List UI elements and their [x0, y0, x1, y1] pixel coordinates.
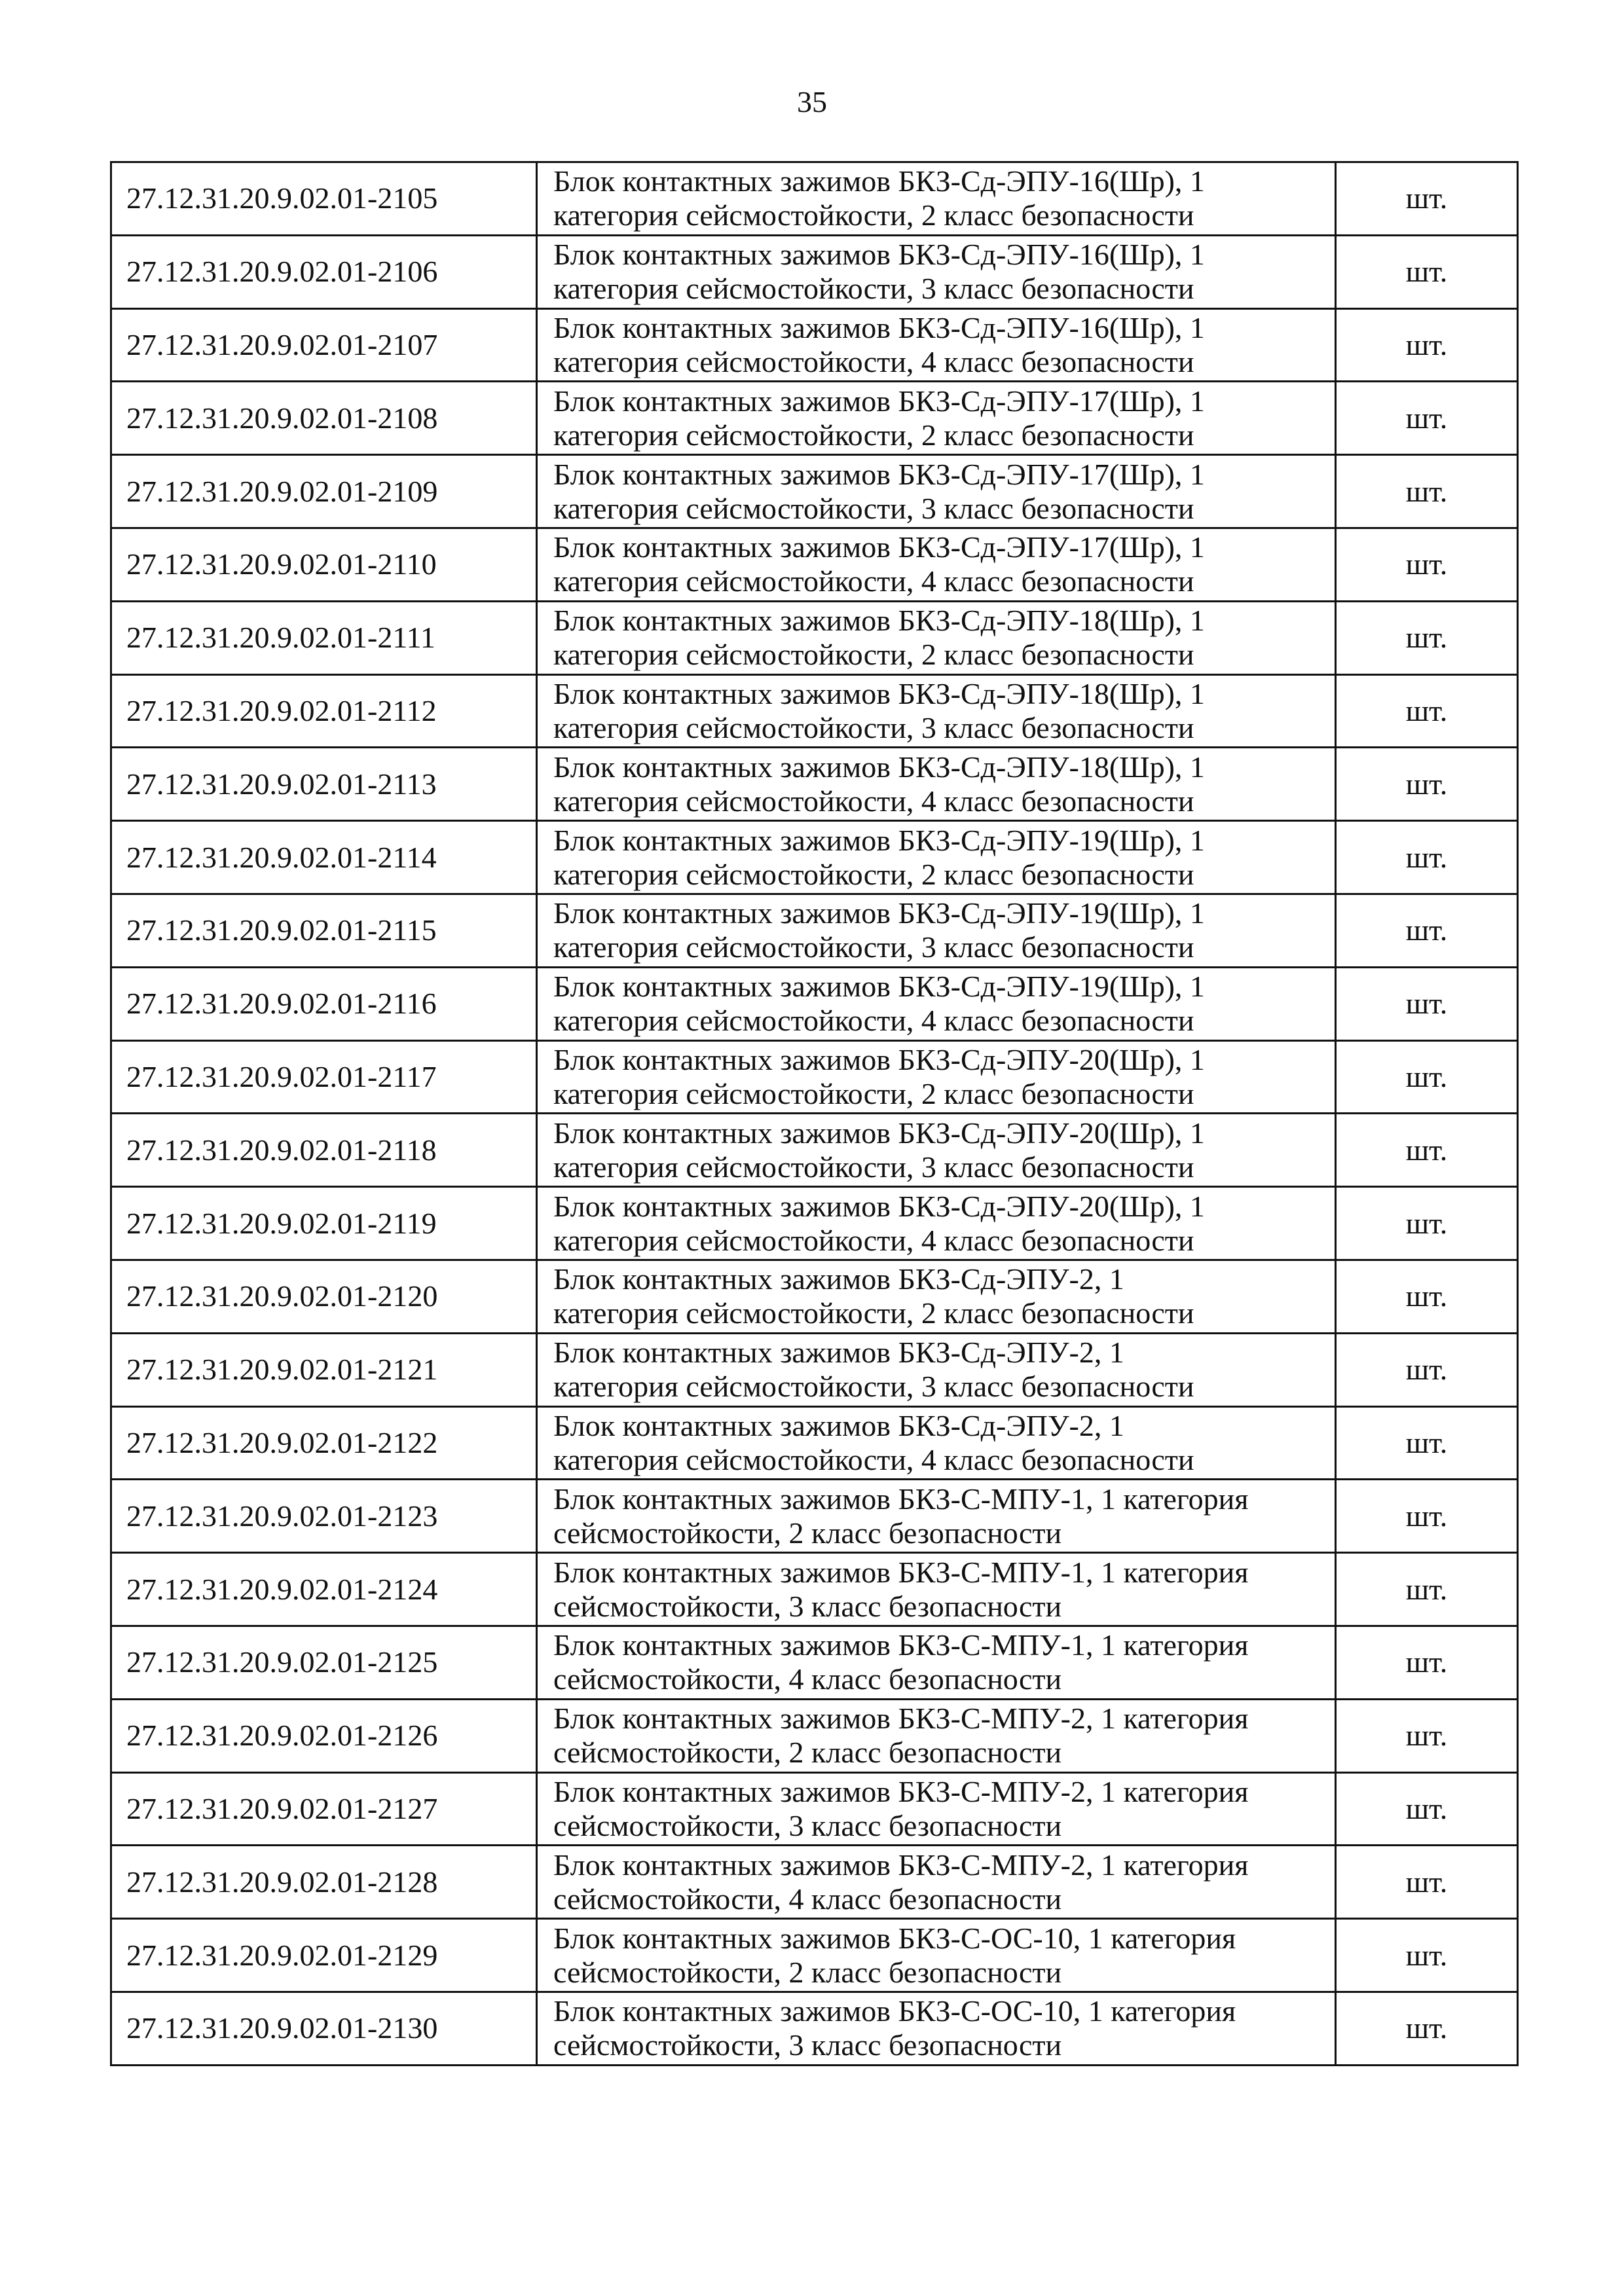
row-name-cell — [537, 1480, 1336, 1553]
row-name-line-1: Блок контактных зажимов БКЗ-Сд-ЭПУ-20(Шр), 1 — [553, 1189, 1205, 1223]
row-code-cell: 27.12.31.20.9.02.01-2105 — [111, 162, 537, 236]
row-unit-cell: шт. — [1336, 1040, 1518, 1114]
row-unit-cell: шт. — [1336, 1480, 1518, 1553]
row-name-cell — [537, 1772, 1336, 1846]
row-name-cell — [537, 1187, 1336, 1260]
row-unit-cell: шт. — [1336, 1260, 1518, 1333]
row-name-line-1: Блок контактных зажимов БКЗ-Сд-ЭПУ-19(Шр), 1 — [553, 896, 1205, 930]
row-code-cell: 27.12.31.20.9.02.01-2124 — [111, 1553, 537, 1626]
classifier-table — [110, 161, 1519, 2066]
row-code-cell: 27.12.31.20.9.02.01-2117 — [111, 1040, 537, 1114]
table-row — [111, 1699, 1518, 1772]
row-name-line-2: категория сейсмостойкости, 4 класс безопасности — [553, 564, 1194, 598]
table-row — [111, 235, 1518, 308]
table-row — [111, 1626, 1518, 1699]
row-unit-cell: шт. — [1336, 821, 1518, 894]
row-code-cell: 27.12.31.20.9.02.01-2130 — [111, 1992, 537, 2065]
table-row — [111, 1260, 1518, 1333]
row-name-line-2: категория сейсмостойкости, 4 класс безопасности — [553, 1004, 1194, 1038]
table-row — [111, 601, 1518, 674]
row-name-line-1: Блок контактных зажимов БКЗ-Сд-ЭПУ-2, 1 — [553, 1262, 1124, 1296]
table-row — [111, 1187, 1518, 1260]
row-name-line-2: категория сейсмостойкости, 3 класс безопасности — [553, 1370, 1194, 1404]
row-name-line-1: Блок контактных зажимов БКЗ-С-МПУ-1, 1 категория — [553, 1628, 1249, 1662]
row-name-cell — [537, 967, 1336, 1040]
row-name-line-2: сейсмостойкости, 2 класс безопасности — [553, 1955, 1062, 1989]
row-name-cell — [537, 235, 1336, 308]
row-name-cell — [537, 455, 1336, 528]
row-name-cell — [537, 528, 1336, 601]
table-row — [111, 1040, 1518, 1114]
row-name-cell — [537, 1626, 1336, 1699]
table-row — [111, 528, 1518, 601]
row-code-cell: 27.12.31.20.9.02.01-2128 — [111, 1846, 537, 1919]
row-name-line-2: категория сейсмостойкости, 4 класс безопасности — [553, 1223, 1194, 1257]
row-name-line-2: сейсмостойкости, 3 класс безопасности — [553, 1589, 1062, 1623]
row-unit-cell: шт. — [1336, 1846, 1518, 1919]
table-row — [111, 1772, 1518, 1846]
row-name-cell — [537, 674, 1336, 748]
row-name-line-2: категория сейсмостойкости, 4 класс безопасности — [553, 344, 1194, 378]
row-code-cell: 27.12.31.20.9.02.01-2120 — [111, 1260, 537, 1333]
row-unit-cell: шт. — [1336, 162, 1518, 236]
row-code-cell: 27.12.31.20.9.02.01-2108 — [111, 382, 537, 455]
row-name-cell — [537, 1699, 1336, 1772]
row-name-line-2: категория сейсмостойкости, 3 класс безопасности — [553, 710, 1194, 744]
row-code-cell: 27.12.31.20.9.02.01-2116 — [111, 967, 537, 1040]
row-unit-cell: шт. — [1336, 894, 1518, 967]
row-name-cell — [537, 1846, 1336, 1919]
table-row — [111, 455, 1518, 528]
row-name-cell — [537, 1553, 1336, 1626]
row-code-cell: 27.12.31.20.9.02.01-2110 — [111, 528, 537, 601]
row-unit-cell: шт. — [1336, 1333, 1518, 1406]
row-code-cell: 27.12.31.20.9.02.01-2125 — [111, 1626, 537, 1699]
row-code-cell: 27.12.31.20.9.02.01-2107 — [111, 308, 537, 382]
row-code-cell: 27.12.31.20.9.02.01-2111 — [111, 601, 537, 674]
row-name-line-1: Блок контактных зажимов БКЗ-Сд-ЭПУ-2, 1 — [553, 1408, 1124, 1442]
row-name-line-2: сейсмостойкости, 3 класс безопасности — [553, 2028, 1062, 2062]
row-name-line-2: категория сейсмостойкости, 2 класс безопасности — [553, 638, 1194, 672]
table-row — [111, 1992, 1518, 2065]
row-code-cell: 27.12.31.20.9.02.01-2114 — [111, 821, 537, 894]
row-unit-cell: шт. — [1336, 748, 1518, 821]
table-body — [111, 162, 1518, 2066]
row-name-line-2: сейсмостойкости, 2 класс безопасности — [553, 1736, 1062, 1770]
table-row — [111, 382, 1518, 455]
row-unit-cell: шт. — [1336, 1553, 1518, 1626]
row-name-line-1: Блок контактных зажимов БКЗ-Сд-ЭПУ-17(Шр), 1 — [553, 530, 1205, 564]
table-row — [111, 1919, 1518, 1992]
row-name-line-2: категория сейсмостойкости, 2 класс безопасности — [553, 1296, 1194, 1330]
row-code-cell: 27.12.31.20.9.02.01-2112 — [111, 674, 537, 748]
row-name-cell — [537, 601, 1336, 674]
table-row — [111, 1114, 1518, 1187]
row-code-cell: 27.12.31.20.9.02.01-2129 — [111, 1919, 537, 1992]
row-name-line-2: сейсмостойкости, 4 класс безопасности — [553, 1882, 1062, 1916]
row-unit-cell: шт. — [1336, 1919, 1518, 1992]
row-unit-cell: шт. — [1336, 1992, 1518, 2065]
row-code-cell: 27.12.31.20.9.02.01-2122 — [111, 1406, 537, 1480]
row-unit-cell: шт. — [1336, 382, 1518, 455]
row-unit-cell: шт. — [1336, 967, 1518, 1040]
row-name-cell — [537, 1040, 1336, 1114]
row-name-line-2: сейсмостойкости, 4 класс безопасности — [553, 1662, 1062, 1696]
row-code-cell: 27.12.31.20.9.02.01-2118 — [111, 1114, 537, 1187]
row-name-line-2: категория сейсмостойкости, 3 класс безопасности — [553, 491, 1194, 525]
row-name-line-1: Блок контактных зажимов БКЗ-Сд-ЭПУ-16(Шр), 1 — [553, 238, 1205, 272]
row-unit-cell: шт. — [1336, 1772, 1518, 1846]
row-name-line-1: Блок контактных зажимов БКЗ-Сд-ЭПУ-16(Шр), 1 — [553, 164, 1205, 198]
row-name-line-2: сейсмостойкости, 2 класс безопасности — [553, 1516, 1062, 1550]
table-row — [111, 1553, 1518, 1626]
table-row — [111, 894, 1518, 967]
row-name-line-1: Блок контактных зажимов БКЗ-Сд-ЭПУ-20(Шр), 1 — [553, 1042, 1205, 1076]
row-name-cell — [537, 382, 1336, 455]
row-unit-cell: шт. — [1336, 1114, 1518, 1187]
table-row — [111, 1846, 1518, 1919]
row-name-line-2: сейсмостойкости, 3 класс безопасности — [553, 1808, 1062, 1842]
row-name-line-2: категория сейсмостойкости, 3 класс безопасности — [553, 1150, 1194, 1184]
page-number: 35 — [797, 85, 827, 118]
row-name-line-1: Блок контактных зажимов БКЗ-С-МПУ-1, 1 категория — [553, 1555, 1249, 1589]
row-name-line-1: Блок контактных зажимов БКЗ-Сд-ЭПУ-17(Шр), 1 — [553, 457, 1205, 491]
row-unit-cell: шт. — [1336, 1406, 1518, 1480]
row-name-line-2: категория сейсмостойкости, 3 класс безопасности — [553, 272, 1194, 306]
row-name-line-1: Блок контактных зажимов БКЗ-Сд-ЭПУ-2, 1 — [553, 1336, 1124, 1370]
row-name-line-1: Блок контактных зажимов БКЗ-Сд-ЭПУ-18(Шр), 1 — [553, 750, 1205, 784]
row-name-line-1: Блок контактных зажимов БКЗ-С-ОС-10, 1 категория — [553, 1994, 1236, 2028]
row-name-cell — [537, 1919, 1336, 1992]
row-name-line-1: Блок контактных зажимов БКЗ-С-МПУ-2, 1 категория — [553, 1774, 1249, 1808]
table-row — [111, 748, 1518, 821]
table-row — [111, 1480, 1518, 1553]
row-name-line-1: Блок контактных зажимов БКЗ-С-МПУ-2, 1 категория — [553, 1702, 1249, 1736]
row-name-cell — [537, 821, 1336, 894]
row-name-cell — [537, 162, 1336, 236]
row-unit-cell: шт. — [1336, 455, 1518, 528]
row-code-cell: 27.12.31.20.9.02.01-2126 — [111, 1699, 537, 1772]
row-unit-cell: шт. — [1336, 308, 1518, 382]
row-name-line-1: Блок контактных зажимов БКЗ-С-МПУ-1, 1 категория — [553, 1482, 1249, 1516]
row-name-line-1: Блок контактных зажимов БКЗ-Сд-ЭПУ-19(Шр), 1 — [553, 823, 1205, 857]
row-name-line-2: категория сейсмостойкости, 3 класс безопасности — [553, 930, 1194, 964]
row-code-cell: 27.12.31.20.9.02.01-2127 — [111, 1772, 537, 1846]
row-code-cell: 27.12.31.20.9.02.01-2123 — [111, 1480, 537, 1553]
table-row — [111, 821, 1518, 894]
row-name-cell — [537, 1406, 1336, 1480]
row-code-cell: 27.12.31.20.9.02.01-2113 — [111, 748, 537, 821]
row-unit-cell: шт. — [1336, 1187, 1518, 1260]
row-unit-cell: шт. — [1336, 235, 1518, 308]
row-name-line-2: категория сейсмостойкости, 2 класс безопасности — [553, 418, 1194, 452]
table-row — [111, 1406, 1518, 1480]
row-name-cell — [537, 748, 1336, 821]
row-name-line-2: категория сейсмостойкости, 2 класс безопасности — [553, 857, 1194, 891]
row-name-cell — [537, 1114, 1336, 1187]
table-row — [111, 674, 1518, 748]
row-code-cell: 27.12.31.20.9.02.01-2106 — [111, 235, 537, 308]
row-name-line-2: категория сейсмостойкости, 4 класс безопасности — [553, 784, 1194, 818]
row-name-line-2: категория сейсмостойкости, 4 класс безопасности — [553, 1442, 1194, 1476]
table-row — [111, 162, 1518, 236]
row-unit-cell: шт. — [1336, 1699, 1518, 1772]
row-unit-cell: шт. — [1336, 528, 1518, 601]
row-name-cell — [537, 1260, 1336, 1333]
row-unit-cell: шт. — [1336, 601, 1518, 674]
table-row — [111, 308, 1518, 382]
row-name-line-2: категория сейсмостойкости, 2 класс безопасности — [553, 198, 1194, 232]
row-name-line-1: Блок контактных зажимов БКЗ-Сд-ЭПУ-20(Шр), 1 — [553, 1116, 1205, 1150]
row-unit-cell: шт. — [1336, 1626, 1518, 1699]
row-code-cell: 27.12.31.20.9.02.01-2121 — [111, 1333, 537, 1406]
row-code-cell: 27.12.31.20.9.02.01-2115 — [111, 894, 537, 967]
row-code-cell: 27.12.31.20.9.02.01-2119 — [111, 1187, 537, 1260]
row-name-line-1: Блок контактных зажимов БКЗ-Сд-ЭПУ-17(Шр), 1 — [553, 384, 1205, 418]
row-name-line-1: Блок контактных зажимов БКЗ-Сд-ЭПУ-16(Шр), 1 — [553, 310, 1205, 344]
row-name-cell — [537, 1992, 1336, 2065]
row-name-line-1: Блок контактных зажимов БКЗ-С-МПУ-2, 1 категория — [553, 1848, 1249, 1882]
row-name-line-1: Блок контактных зажимов БКЗ-Сд-ЭПУ-19(Шр), 1 — [553, 970, 1205, 1004]
table-row — [111, 1333, 1518, 1406]
row-unit-cell: шт. — [1336, 674, 1518, 748]
row-name-line-1: Блок контактных зажимов БКЗ-Сд-ЭПУ-18(Шр), 1 — [553, 676, 1205, 710]
row-name-cell — [537, 1333, 1336, 1406]
row-name-line-1: Блок контактных зажимов БКЗ-С-ОС-10, 1 категория — [553, 1921, 1236, 1955]
row-name-line-2: категория сейсмостойкости, 2 класс безопасности — [553, 1076, 1194, 1110]
table-row — [111, 967, 1518, 1040]
row-name-cell — [537, 308, 1336, 382]
row-code-cell: 27.12.31.20.9.02.01-2109 — [111, 455, 537, 528]
row-name-cell — [537, 894, 1336, 967]
row-name-line-1: Блок контактных зажимов БКЗ-Сд-ЭПУ-18(Шр), 1 — [553, 604, 1205, 638]
